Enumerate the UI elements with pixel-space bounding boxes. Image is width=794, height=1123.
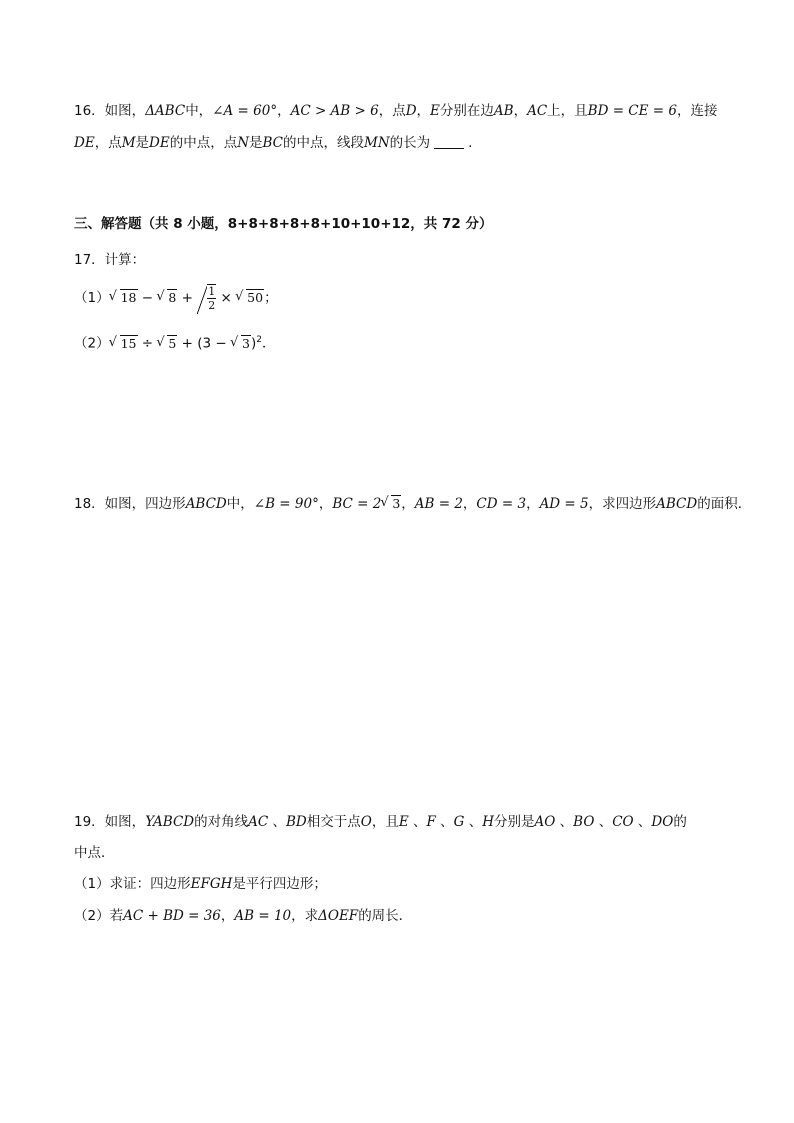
section-header: 三、解答题（共 8 小题，8+8+8+8+8+10+10+12，共 72 分）: [74, 216, 493, 232]
bd-ce-eq: BD = CE = 6: [587, 103, 677, 119]
q19-part2: （2）若AC + BD = 36，AB = 10，求ΔOEF的周长．: [74, 908, 413, 924]
q19-line1: 19．如图，YABCD的对角线AC 、BD相交于点O，且E 、F 、G 、H分别是AO 、BO 、CO 、DO的: [74, 814, 687, 830]
angle-a: ∠A = 60°: [212, 103, 278, 119]
q16-line2: DE，点M是DE的中点，点N是BC的中点，线段MN的长为 .: [74, 135, 473, 151]
q17-title: 17．计算：: [74, 252, 146, 268]
q18-text: 18．如图，四边形ABCD中，∠B = 90°，BC = 2√ 3，AB = 2，CD = 3，AD = 5，求四边形ABCD的面积．: [74, 494, 751, 514]
point-e: E: [430, 103, 440, 119]
side-ab: AB: [493, 103, 514, 119]
inequality: AC > AB > 6: [290, 103, 379, 119]
q17-part2: （2）√ 15 ÷ √ 5 + (3 − √ 3)$^2$．: [74, 330, 275, 354]
q19-line2: 中点．: [74, 845, 115, 861]
point-d: D: [405, 103, 417, 119]
q19-part1: （1）求证：四边形EFGH是平行四边形；: [74, 876, 327, 892]
side-ac: AC: [527, 103, 548, 119]
sqrt-half: $\frac{1}{2}$: [197, 284, 216, 312]
q16-line1: 16．如图，ΔABC中，∠A = 60°，AC > AB > 6，点D，E分别在边AB，AC上，且BD = CE = 6，连接: [74, 103, 718, 119]
answer-blank[interactable]: [434, 134, 464, 149]
q17-part1: （1）√ 18 − √ 8 + $\frac{1}{2}$ × √ 50；: [74, 284, 278, 312]
triangle-abc: ΔABC: [145, 103, 186, 119]
